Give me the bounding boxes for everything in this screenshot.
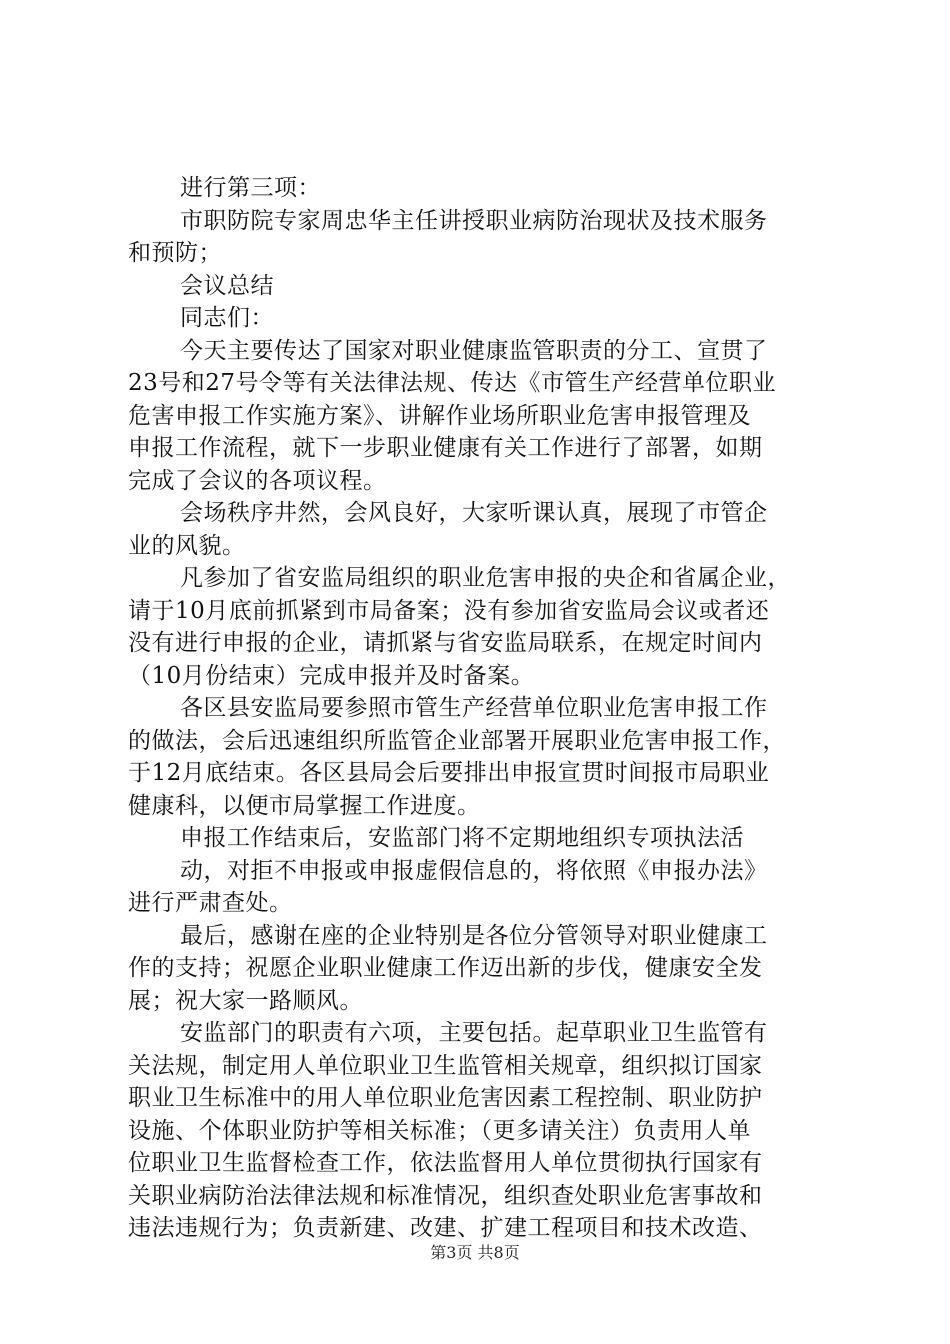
- text-line: 的做法，会后迅速组织所监管企业部署开展职业危害申报工作，: [128, 727, 786, 754]
- text-line: （10月份结束）完成申报并及时备案。: [128, 662, 535, 689]
- text-line: 动，对拒不申报或申报虚假信息的，将依照《申报办法》: [180, 857, 768, 884]
- text-line: 今天主要传达了国家对职业健康监管职责的分工、宣贯了: [180, 337, 768, 364]
- text-line: 和预防；: [128, 240, 222, 266]
- text-line: 于12月底结束。各区县局会后要排出申报宣贯时间报市局职业: [128, 760, 770, 786]
- text-line: 申报工作结束后，安监部门将不定期地组织专项执法活: [180, 825, 744, 851]
- text-line: 健康科，以便市局掌握工作进度。: [128, 792, 481, 819]
- text-line: 最后，感谢在座的企业特别是各位分管领导对职业健康工: [180, 922, 768, 949]
- text-line: 申报工作流程，就下一步职业健康有关工作进行了部署，如期: [128, 435, 763, 461]
- text-line: 23号和27号令等有关法律法规、传达《市管生产经营单位职业: [128, 370, 777, 396]
- salutation: 同志们：: [180, 305, 274, 331]
- text-line: 违法违规行为；负责新建、改建、扩建工程项目和技术改造、: [128, 1215, 763, 1241]
- text-line: 展；祝大家一路顺风。: [128, 987, 363, 1014]
- text-line: 没有进行申报的企业，请抓紧与省安监局联系，在规定时间内: [128, 630, 763, 656]
- text-line: 进行严肃查处。: [128, 890, 293, 916]
- section-heading: 会议总结: [180, 272, 274, 299]
- text-line: 危害申报工作实施方案》、讲解作业场所职业危害申报管理及: [128, 402, 751, 429]
- text-line: 完成了会议的各项议程。: [128, 467, 387, 494]
- text-line: 设施、个体职业防护等相关标准；（更多请关注）负责用人单: [128, 1117, 751, 1144]
- text-line: 请于10月底前抓紧到市局备案；没有参加省安监局会议或者还: [128, 597, 770, 624]
- text-line: 关职业病防治法律法规和标准情况，组织查处职业危害事故和: [128, 1182, 763, 1209]
- text-line: 安监部门的职责有六项，主要包括。起草职业卫生监管有: [180, 1020, 768, 1046]
- text-line: 会场秩序井然，会风良好，大家听课认真，展现了市管企: [180, 500, 768, 526]
- text-line: 位职业卫生监督检查工作，依法监督用人单位贯彻执行国家有: [128, 1150, 763, 1176]
- page-number-footer: 第3页 共8页: [430, 1243, 520, 1262]
- text-line: 职业卫生标准中的用人单位职业危害因素工程控制、职业防护: [128, 1085, 763, 1111]
- text-line: 业的风貌。: [128, 532, 246, 559]
- text-line: 市职防院专家周忠华主任讲授职业病防治现状及技术服务: [180, 207, 768, 234]
- text-line: 各区县安监局要参照市管生产经营单位职业危害申报工作: [180, 695, 768, 721]
- document-body: [128, 172, 830, 1245]
- text-line: 作的支持；祝愿企业职业健康工作迈出新的步伐，健康安全发: [128, 955, 763, 981]
- text-line: 关法规，制定用人单位职业卫生监管相关规章，组织拟订国家: [128, 1052, 763, 1079]
- text-line: 进行第三项：: [180, 175, 321, 201]
- text-line: 凡参加了省安监局组织的职业危害申报的央企和省属企业，: [180, 565, 791, 591]
